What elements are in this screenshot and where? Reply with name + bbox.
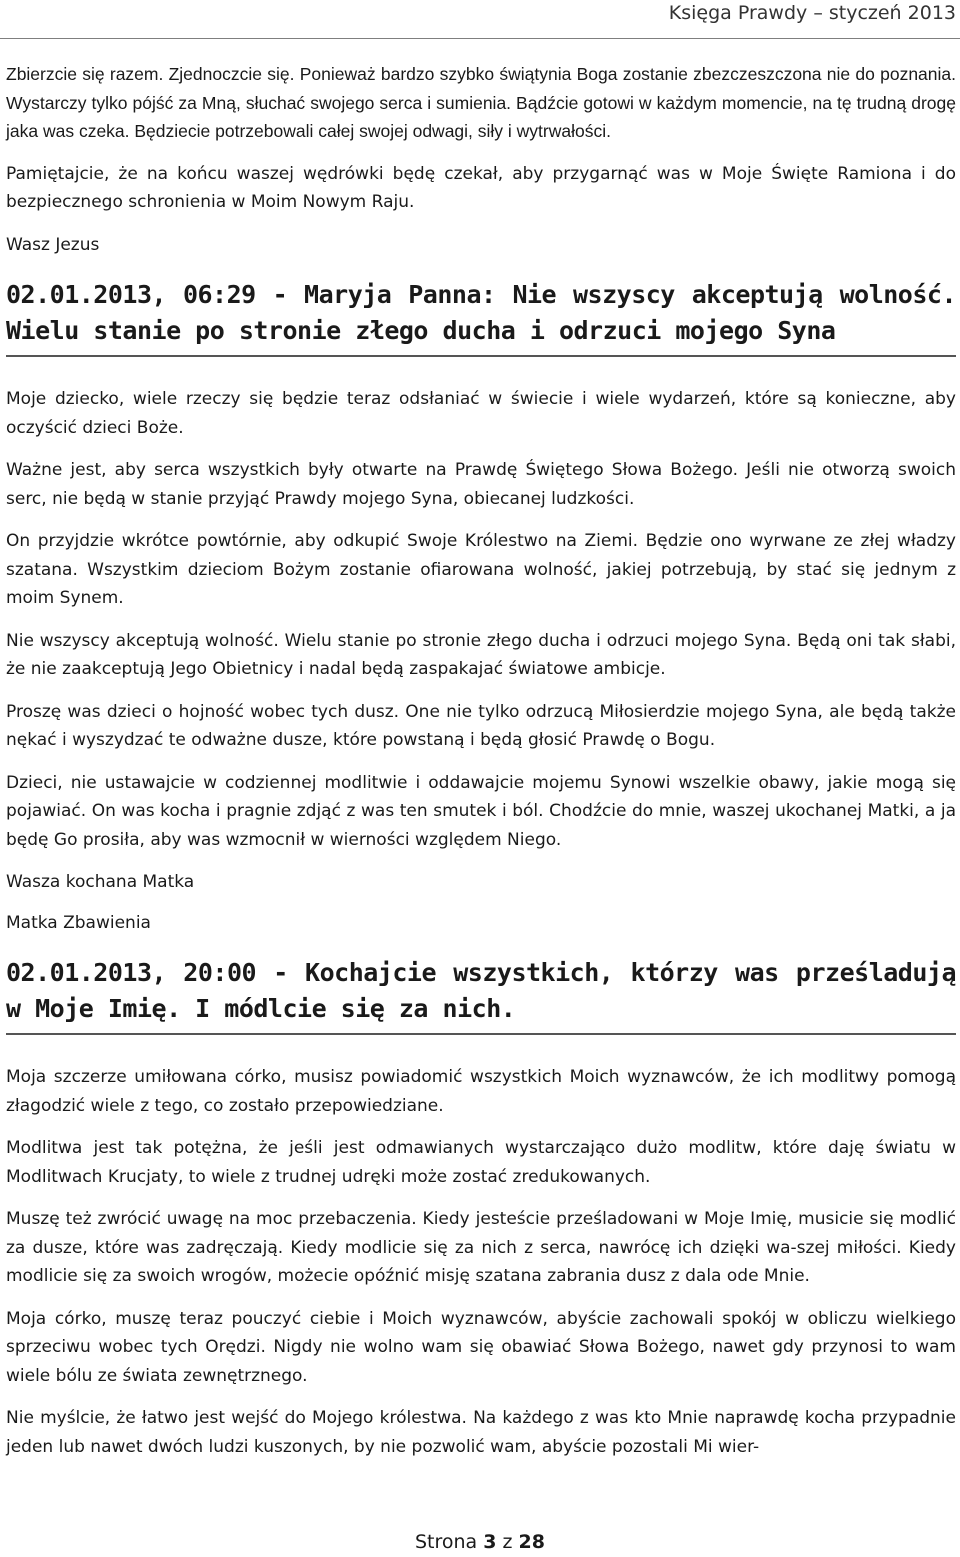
- intro-paragraph: Zbierzcie się razem. Zjednoczcie się. Ponieważ bardzo szybko świątynia Boga zostanie zbezczeszczona nie do poznania. Wystarczy tylko pójść za Mną, słuchać swojego serca i sumienia. Bądźcie gotowi w każdym momencie, na tę trudną drogę jaka was czeka. Będziecie potrzebowali całej swojej odwagi, siły i wytrwałości.: [6, 64, 956, 141]
- message1-paragraph: On przyjdzie wkrótce powtórnie, aby odkupić Swoje Królestwo na Ziemi. Będzie ono wyrwane ze złej władzy szatana. Wszystkim dzieciom Bożym zostanie ofiarowana wolność, jakiej potrzebują, by stać się jednym z moim Synem.: [6, 531, 956, 608]
- message1-paragraph: Dzieci, nie ustawajcie w codziennej modlitwie i oddawajcie mojemu Synowi wszelkie obawy, jakie mogą się pojawiać. On was kocha i pragnie zdjąć z was ten smutek i ból. Chodźcie do mnie, waszej ukochanej Matki, a ja będę Go prosiła, aby was wzmocnił w wierności względem Niego.: [6, 772, 956, 850]
- intro-paragraph-2: Pamiętajcie, że na końcu waszej wędrówki będę czekał, aby przygarnąć was w Moje Święte Ramiona i do bezpiecznego schronienia w Moim Nowym Raju.: [6, 163, 956, 212]
- page-header: [0, 0, 960, 39]
- message1-paragraph: Ważne jest, aby serca wszystkich były otwarte na Prawdę Świętego Słowa Bożego. Jeśli nie otworzą swoich serc, nie będą w stanie przyjąć Prawdy mojego Syna, obiecanej ludzkości.: [6, 460, 956, 509]
- message2-paragraph: Nie myślcie, że łatwo jest wejść do Mojego królestwa. Na każdego z was kto Mnie naprawdę kocha przypadnie jeden lub nawet dwóch ludzi kuszonych, by nie pozwolić wam, abyście pozostali Mi wier-: [6, 1408, 956, 1457]
- page-footer: [0, 1531, 960, 1553]
- message1-signature-1: Wasza kochana Matka: [6, 872, 195, 892]
- intro-signature: Wasz Jezus: [6, 234, 100, 255]
- message2-heading-block: [6, 955, 956, 1035]
- footer-total-pages: 28: [518, 1531, 545, 1553]
- footer-prefix: Strona: [414, 1531, 484, 1553]
- document-body: [6, 60, 956, 1475]
- header-title: Księga Prawdy – styczeń 2013: [668, 2, 956, 24]
- message1-paragraph: Nie wszyscy akceptują wolność. Wielu stanie po stronie złego ducha i odrzuci mojego Syna. Będą oni tak słabi, że nie zaakceptują Jego Obietnicy i nadal będą zaspakajać światowe ambicje.: [6, 630, 956, 679]
- message2-paragraph: Modlitwa jest tak potężna, że jeśli jest odmawianych wystarczająco dużo modlitw, które daję światu w Modlitwach Krucjaty, to wiele z trudnej udręki może zostać zredukowanych.: [6, 1138, 956, 1187]
- message1-signature-2: Matka Zbawienia: [6, 912, 151, 933]
- message2-paragraph: Moja córko, muszę teraz pouczyć ciebie i Moich wyznawców, abyście zachowali spokój w obliczu wielkiego sprzeciwu wobec tych Orędzi. Nigdy nie wolno wam się obawiać Słowa Bożego, nawet gdy przynosi to wam wiele bólu ze świata zewnętrznego.: [6, 1308, 956, 1386]
- message2-paragraph: Muszę też zwrócić uwagę na moc przebaczenia. Kiedy jesteście prześladowani w Moje Imię, musicie się modlić za dusze, które was zadręczają. Kiedy modlicie się za nich z serca, nawrócę ich dzięki wa-szej miłości. Kiedy modlicie się za swoich wrogów, możecie opóźnić misję szatana zabrania dusz z dala ode Mnie.: [6, 1209, 956, 1286]
- message2-heading: 02.01.2013, 20:00 - Kochajcie wszystkich, którzy was prześladują w Moje Imię. I módlcie się za nich.: [6, 958, 956, 1023]
- message1-paragraph: Moje dziecko, wiele rzeczy się będzie teraz odsłaniać w świecie i wiele wydarzeń, które są konieczne, aby oczyścić dzieci Boże.: [6, 389, 956, 438]
- message1-paragraph: Proszę was dzieci o hojność wobec tych dusz. One nie tylko odrzucą Miłosierdzie mojego Syna, ale będą także nękać i wyszydzać te odważne dusze, które powstaną i będą głosić Prawdę o Bogu.: [6, 701, 956, 750]
- footer-middle: z: [496, 1531, 519, 1553]
- message1-heading-block: [6, 277, 956, 357]
- message2-paragraph: Moja szczerze umiłowana córko, musisz powiadomić wszystkich Moich wyznawców, że ich modlitwy pomogą złagodzić wiele z tego, co zostało przepowiedziane.: [6, 1067, 956, 1116]
- footer-page-number: 3: [483, 1531, 497, 1553]
- message1-heading: 02.01.2013, 06:29 - Maryja Panna: Nie wszyscy akceptują wolność. Wielu stanie po stronie złego ducha i odrzuci mojego Syna: [6, 280, 956, 345]
